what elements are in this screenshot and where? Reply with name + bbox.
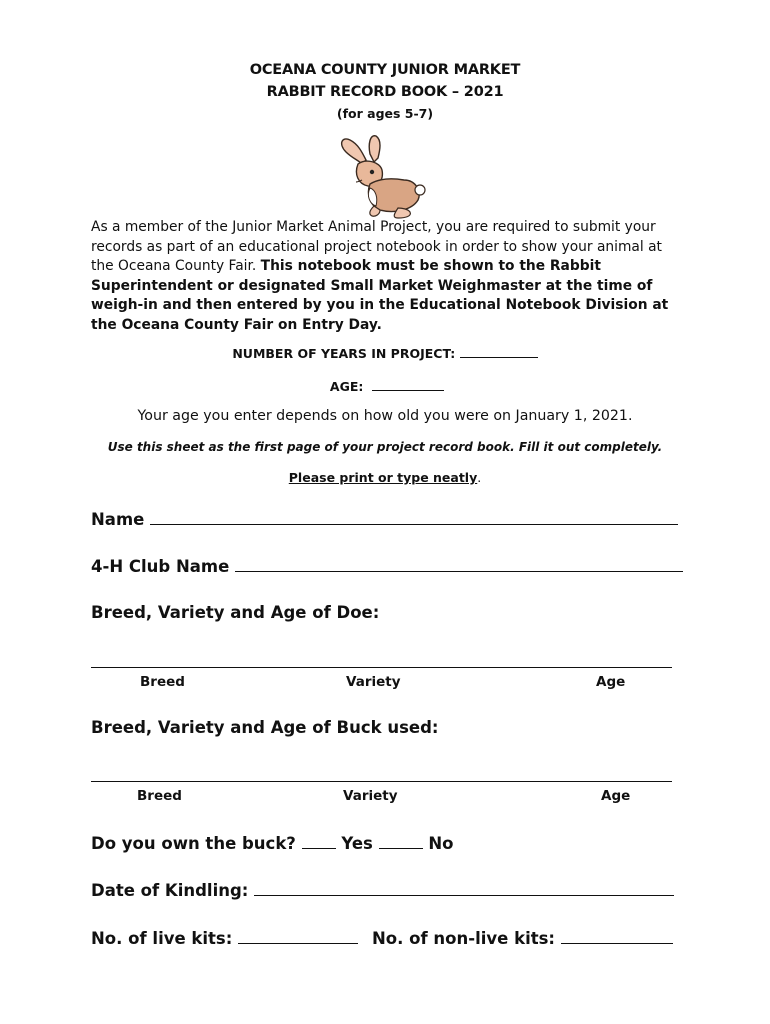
age-row xyxy=(0,378,770,394)
live-kits-row xyxy=(91,927,358,948)
age-label: AGE: xyxy=(329,379,364,394)
own-buck-yes-input[interactable] xyxy=(302,832,336,849)
own-buck-label: Do you own the buck? xyxy=(91,834,296,853)
doe-input-line[interactable] xyxy=(91,667,672,668)
club-row xyxy=(91,555,679,576)
live-kits-input[interactable] xyxy=(238,927,358,944)
live-kits-label: No. of live kits: xyxy=(91,929,233,948)
buck-breed-label: Breed xyxy=(137,788,182,804)
kindling-input[interactable] xyxy=(254,879,674,896)
nonlive-kits-input[interactable] xyxy=(561,927,673,944)
own-buck-no-label: No xyxy=(428,834,454,853)
print-instruction xyxy=(0,470,770,485)
doe-label: Breed, Variety and Age of Doe: xyxy=(91,603,380,622)
buck-input-line[interactable] xyxy=(91,781,672,782)
club-label: 4-H Club Name xyxy=(91,557,230,576)
title-line-2: RABBIT RECORD BOOK – 2021 xyxy=(266,84,504,100)
print-instruction-suffix: . xyxy=(477,470,482,485)
intro-bold-text: This notebook must be shown to the Rabbit Superintendent or designated Small Market Weighmaster at the time of weigh-in and then entered by you in the Educational Notebook Division at the Oceana County Fair on Entry Day. xyxy=(91,258,669,333)
own-buck-no-input[interactable] xyxy=(379,832,423,849)
age-note: Your age you enter depends on how old you were on January 1, 2021. xyxy=(137,408,633,424)
name-row xyxy=(91,508,677,529)
nonlive-kits-row xyxy=(372,927,673,948)
age-range-subtitle: (for ages 5-7) xyxy=(336,106,434,121)
buck-variety-label: Variety xyxy=(343,788,398,804)
buck-age-label: Age xyxy=(601,788,631,804)
intro-text: As a member of the Junior Market Animal Project, you are required to submit your records as part of an educational project notebook in order to show your animal at the Oceana County Fair. xyxy=(91,219,662,274)
doe-variety-label: Variety xyxy=(346,674,401,690)
years-in-project-row xyxy=(0,345,770,361)
own-buck-yes-label: Yes xyxy=(341,834,373,853)
club-input[interactable] xyxy=(235,555,683,572)
print-instruction-text: Please print or type neatly xyxy=(288,470,478,485)
own-buck-row xyxy=(91,832,454,853)
intro-paragraph xyxy=(91,218,681,335)
name-label: Name xyxy=(91,510,145,529)
rabbit-illustration-icon xyxy=(336,134,426,220)
buck-label: Breed, Variety and Age of Buck used: xyxy=(91,718,439,737)
years-input[interactable] xyxy=(460,345,538,358)
nonlive-kits-label: No. of non-live kits: xyxy=(372,929,556,948)
age-input[interactable] xyxy=(372,378,444,391)
years-label: NUMBER OF YEARS IN PROJECT: xyxy=(232,346,456,361)
doe-breed-label: Breed xyxy=(140,674,185,690)
sheet-instruction: Use this sheet as the first page of your project record book. Fill it out completely. xyxy=(107,440,663,454)
doe-age-label: Age xyxy=(596,674,626,690)
name-input[interactable] xyxy=(150,508,678,525)
title-line-1: OCEANA COUNTY JUNIOR MARKET xyxy=(249,62,521,78)
kindling-label: Date of Kindling: xyxy=(91,881,249,900)
kindling-row xyxy=(91,879,661,900)
